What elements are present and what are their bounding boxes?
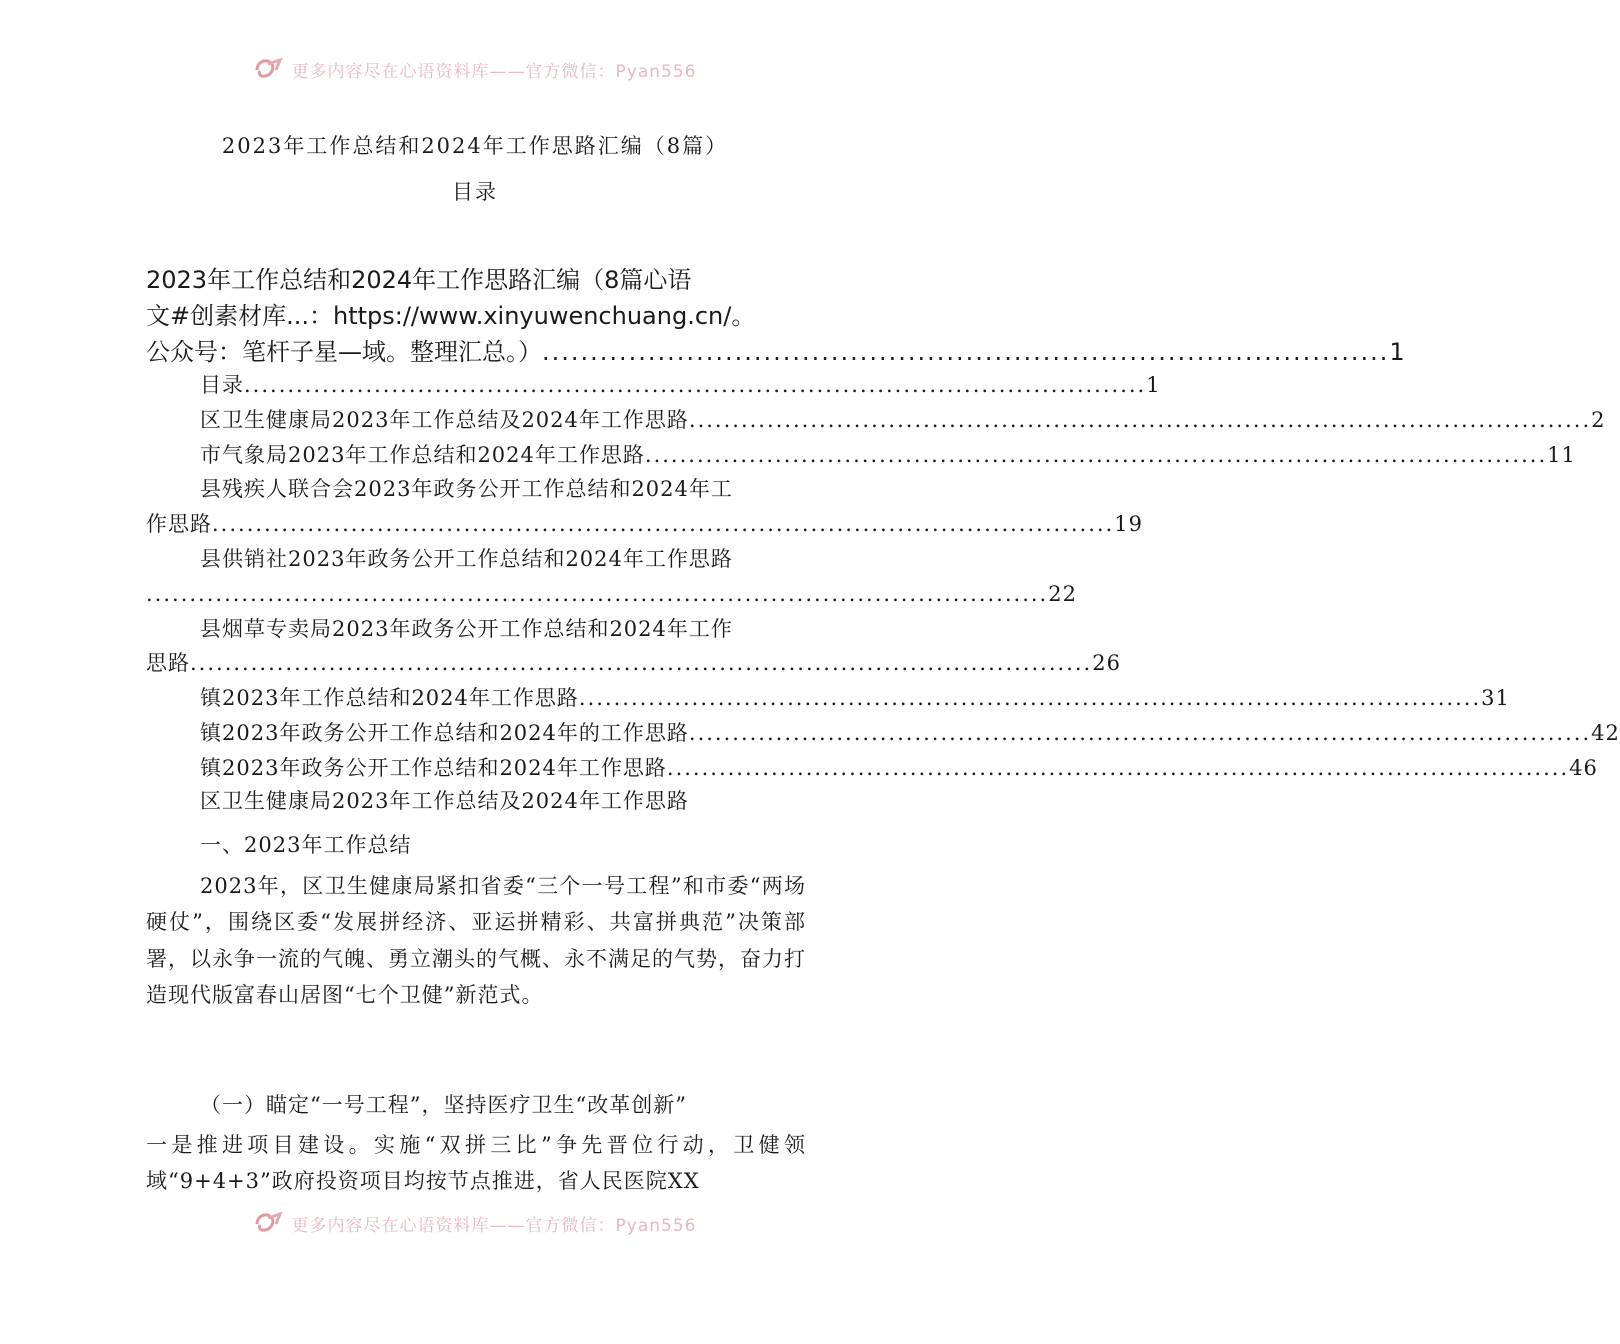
document-title: 2023年工作总结和2024年工作思路汇编（8篇）: [221, 134, 729, 158]
toc-main-line-1: 2023年工作总结和2024年工作思路汇编（8篇心语: [146, 266, 692, 294]
toc-entry-text: 目录: [200, 373, 244, 397]
toc-entry[interactable]: [146, 612, 1121, 682]
toc-entry-text: 区卫生健康局2023年工作总结及2024年工作思路: [200, 407, 689, 432]
toc-page-number: 1: [1146, 373, 1161, 397]
logo-icon: [254, 56, 284, 82]
toc-entry-cont-line: [146, 577, 1077, 612]
toc-entry[interactable]: [146, 716, 1620, 751]
heading-level-1: 一、2023年工作总结: [200, 833, 412, 857]
toc-main-entry[interactable]: [146, 262, 1405, 370]
toc-entry-text: 镇2023年政务公开工作总结和2024年工作思路: [200, 755, 667, 780]
toc-leader-dots: ........................................................................................................: [688, 407, 1592, 432]
toc-entry-cont: 思路: [146, 651, 190, 676]
toc-entry-text: 镇2023年工作总结和2024年工作思路: [200, 686, 579, 711]
toc-leader-dots: ........................................................................................: [542, 338, 1390, 366]
toc-leader-dots: ........................................................................................................: [244, 373, 1147, 397]
body-paragraph: 2023年，区卫生健康局紧扣省委“三个一号工程”和市委“两场硬仗”，围绕区委“发展拼经济、亚运拼精彩、共富拼典范”决策部署，以永争一流的气魄、勇立潮头的气概、永不满足的气势，奋力打造现代版富春山居图“七个卫健”新范式。: [146, 874, 806, 1008]
watermark-text: 更多内容尽在心语资料库——官方微信：Pyan556: [291, 1215, 697, 1236]
toc-entry[interactable]: [146, 403, 1606, 438]
toc-entry-text: 县烟草专卖局2023年政务公开工作总结和2024年工作: [200, 616, 733, 641]
toc-leader-dots: ........................................................................................................: [578, 686, 1482, 711]
toc-list: [146, 368, 1620, 786]
toc-main-line-2: 文#创素材库...：https://www.xinyuwenchuang.cn/。: [146, 302, 756, 330]
toc-entry-cont-line: [146, 646, 1121, 681]
toc-page-number: 11: [1547, 442, 1576, 467]
toc-leader-dots: ........................................................................................................: [688, 720, 1592, 745]
toc-leader-dots: ........................................................................................................: [212, 512, 1115, 537]
logo-icon: [254, 1210, 284, 1236]
toc-page-number: 2: [1591, 407, 1606, 432]
watermark-header: [0, 52, 950, 86]
toc-page-number: 19: [1114, 512, 1143, 537]
toc-leader-dots: ........................................................................................................: [666, 755, 1570, 780]
toc-entry[interactable]: [146, 681, 1510, 716]
toc-page-number: 1: [1389, 338, 1405, 366]
toc-leader-dots: ........................................................................................................: [146, 581, 1049, 606]
toc-entry[interactable]: [146, 751, 1598, 786]
toc-entry-text: 县供销社2023年政务公开工作总结和2024年工作思路: [200, 546, 733, 571]
watermark-text: 更多内容尽在心语资料库——官方微信：Pyan556: [291, 61, 697, 82]
toc-entry[interactable]: [146, 368, 1161, 403]
toc-leader-dots: ........................................................................................................: [644, 442, 1548, 467]
section-title: 区卫生健康局2023年工作总结及2024年工作思路: [200, 789, 689, 813]
toc-page-number: 26: [1092, 651, 1121, 676]
toc-entry-text: 镇2023年政务公开工作总结和2024年的工作思路: [200, 720, 689, 745]
toc-page-number: 46: [1569, 755, 1598, 780]
document-subtitle: 目录: [452, 180, 498, 204]
toc-entry[interactable]: [146, 438, 1576, 473]
toc-main-line-3: [146, 334, 1405, 370]
toc-page-number: 31: [1481, 686, 1510, 711]
toc-entry[interactable]: [146, 472, 1143, 542]
heading-level-2: （一）瞄定“一号工程”，坚持医疗卫生“改革创新”: [200, 1093, 687, 1117]
toc-entry-text: 市气象局2023年工作总结和2024年工作思路: [200, 442, 645, 467]
toc-page-number: 22: [1048, 581, 1077, 606]
body-paragraph: 一是推进项目建设。实施“双拼三比”争先晋位行动，卫健领域“9+4+3”政府投资项目均按节点推进，省人民医院XX: [146, 1133, 806, 1194]
toc-main-last-text: 公众号：笔杆子星—域。整理汇总。）: [146, 338, 542, 366]
toc-page-number: 42: [1591, 720, 1620, 745]
toc-entry-cont-line: [146, 507, 1143, 542]
watermark-footer: [0, 1206, 950, 1240]
toc-entry[interactable]: [146, 542, 1077, 612]
toc-entry-cont: 作思路: [146, 512, 212, 537]
toc-entry-text: 县残疾人联合会2023年政务公开工作总结和2024年工: [200, 477, 733, 502]
toc-leader-dots: ........................................................................................................: [190, 651, 1093, 676]
